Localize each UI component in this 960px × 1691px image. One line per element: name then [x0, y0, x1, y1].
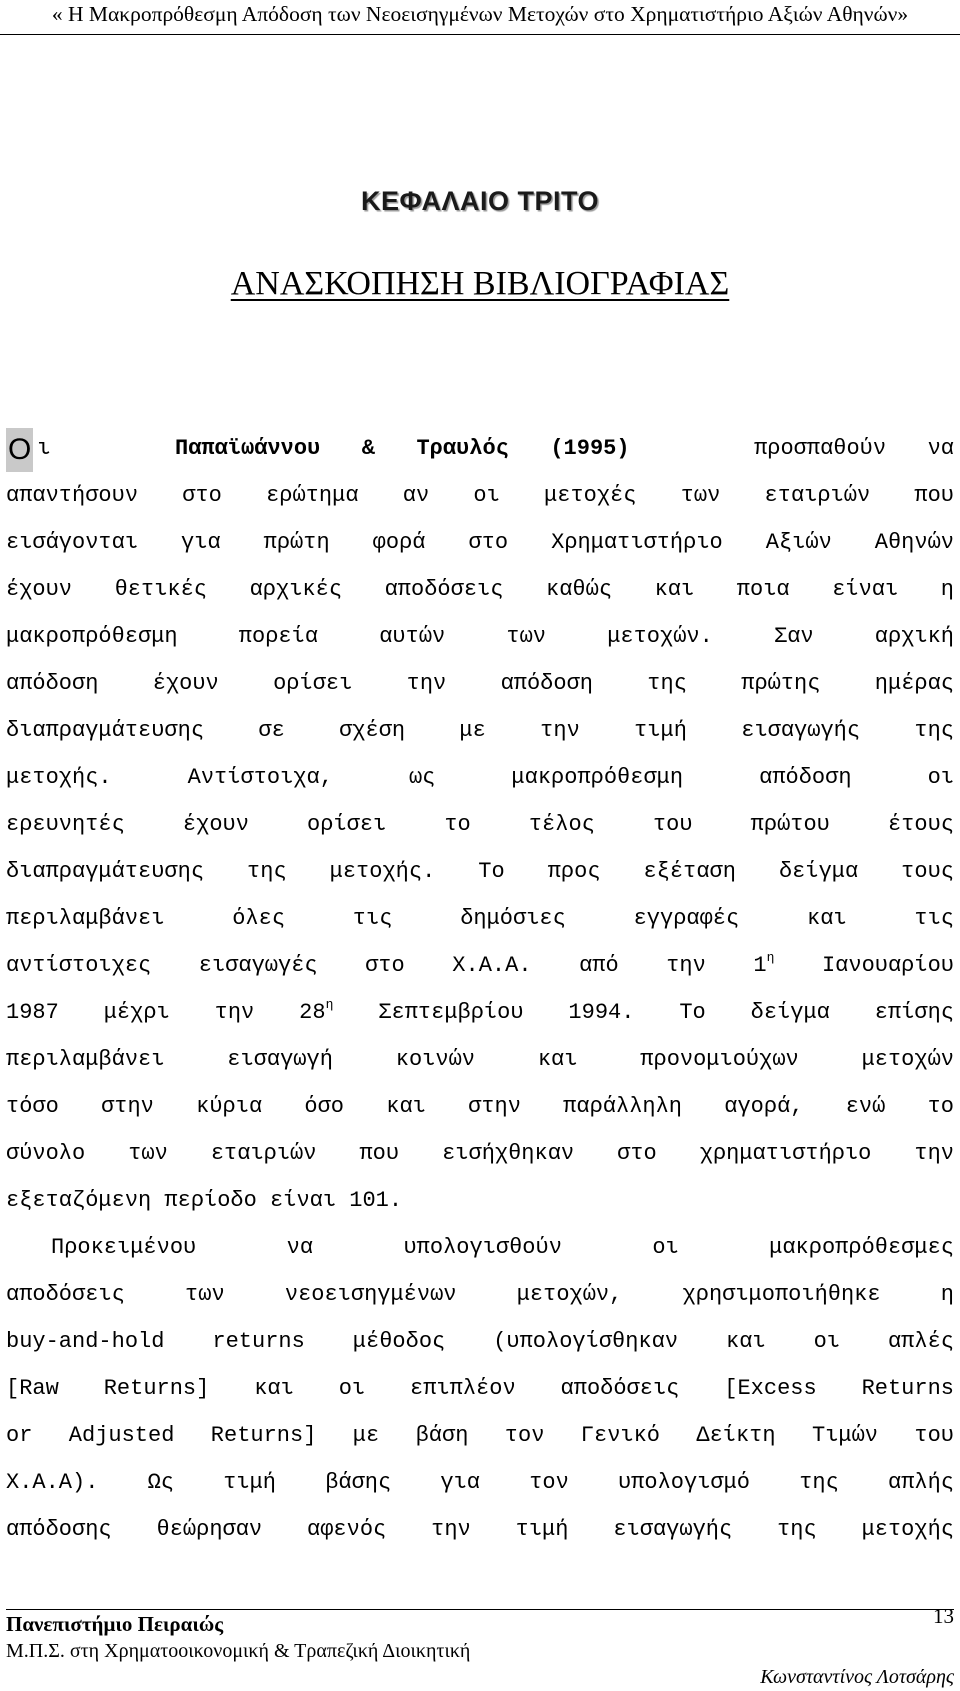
paragraph-line	[6, 425, 954, 472]
paragraph-line: buy-and-hold returns μέθοδος (υπολογίσθηκαν και οι απλές	[6, 1329, 954, 1354]
paragraph-line: απόδοσης θεώρησαν αφενός την τιμή εισαγωγής της μετοχής	[6, 1517, 954, 1542]
paragraph-line: διαπραγμάτευσης σε σχέση με την τιμή εισαγωγής της	[6, 718, 954, 743]
paragraph-line: περιλαμβάνει εισαγωγή κοινών και προνομιούχων μετοχών	[6, 1047, 954, 1072]
paragraph-line: Χ.Α.Α). Ως τιμή βάσης για τον υπολογισμό της απλής	[6, 1470, 954, 1495]
paragraph-line	[6, 989, 954, 1036]
paragraph-line: σύνολο των εταιριών που εισήχθηκαν στο χρηματιστήριο την	[6, 1141, 954, 1166]
paragraph-line: απόδοση έχουν ορίσει την απόδοση της πρώτης ημέρας	[6, 671, 954, 696]
ordinal-superscript: η	[325, 996, 334, 1012]
text-span: προσπαθούν να	[754, 436, 954, 461]
header-rule	[0, 34, 960, 35]
paragraph-line: τόσο στην κύρια όσο και στην παράλληλη αγορά, ενώ το	[6, 1094, 954, 1119]
drop-cap: Ο	[6, 428, 33, 472]
text-span: αντίστοιχες εισαγωγές στο Χ.Α.Α. από την 1	[6, 953, 767, 978]
ordinal-superscript: η	[766, 949, 775, 965]
footer-university: Πανεπιστήμιο Πειραιώς	[6, 1612, 224, 1636]
paragraph-line: μακροπρόθεσμη πορεία αυτών των μετοχών. Σαν αρχική	[6, 624, 954, 649]
text-span: Σεπτεμβρίου 1994. Το δείγμα επίσης	[333, 1000, 954, 1025]
chapter-title: ΚΕΦΑΛΑΙΟ ΤΡΙΤΟ	[361, 186, 599, 216]
text-span: ι	[37, 436, 51, 461]
paragraph-line: έχουν θετικές αρχικές αποδόσεις καθώς και ποια είναι η	[6, 577, 954, 602]
paragraph-line: περιλαμβάνει όλες τις δημόσιες εγγραφές και τις	[6, 906, 954, 931]
authors-citation: Παπαϊωάννου & Τραυλός (1995)	[175, 436, 630, 461]
paragraph-line: μετοχής. Αντίστοιχα, ως μακροπρόθεσμη απόδοση οι	[6, 765, 954, 790]
footer-rule	[6, 1609, 954, 1610]
text-span: Ιανουαρίου	[774, 953, 954, 978]
page-number: 13	[933, 1604, 954, 1628]
paragraph-line: αποδόσεις των νεοεισηγμένων μετοχών, χρησιμοποιήθηκε η	[6, 1282, 954, 1307]
paragraph-line: ερευνητές έχουν ορίσει το τέλος του πρώτου έτους	[6, 812, 954, 837]
body-text	[6, 425, 954, 1553]
paragraph-line: διαπραγμάτευσης της μετοχής. Το προς εξέταση δείγμα τους	[6, 859, 954, 884]
running-header-title: « Η Μακροπρόθεσμη Απόδοση των Νεοεισηγμένων Μετοχών στο Χρηματιστήριο Αξιών Αθηνών»	[51, 2, 909, 26]
paragraph-line: or Adjusted Returns] με βάση τον Γενικό Δείκτη Τιμών του	[6, 1423, 954, 1448]
paragraph-line: Προκειμένου να υπολογισθούν οι μακροπρόθεσμες	[51, 1235, 954, 1260]
footer-program: Μ.Π.Σ. στη Χρηματοοικονομική & Τραπεζική Διοικητική	[6, 1640, 471, 1662]
paragraph-line	[6, 942, 954, 989]
paragraph-line: εισάγονται για πρώτη φορά στο Χρηματιστήριο Αξιών Αθηνών	[6, 530, 954, 555]
text-span: 1987 μέχρι την 28	[6, 1000, 326, 1025]
section-title: ΑΝΑΣΚΟΠΗΣΗ ΒΙΒΛΙΟΓΡΑΦΙΑΣ	[230, 265, 730, 302]
paragraph-last-line: εξεταζόμενη περίοδο είναι 101.	[6, 1188, 403, 1213]
paragraph-line: απαντήσουν στο ερώτημα αν οι μετοχές των εταιριών που	[6, 483, 954, 508]
footer-author: Κωνσταντίνος Λοτσάρης	[760, 1666, 954, 1688]
paragraph-line: [Raw Returns] και οι επιπλέον αποδόσεις [Excess Returns	[6, 1376, 954, 1401]
